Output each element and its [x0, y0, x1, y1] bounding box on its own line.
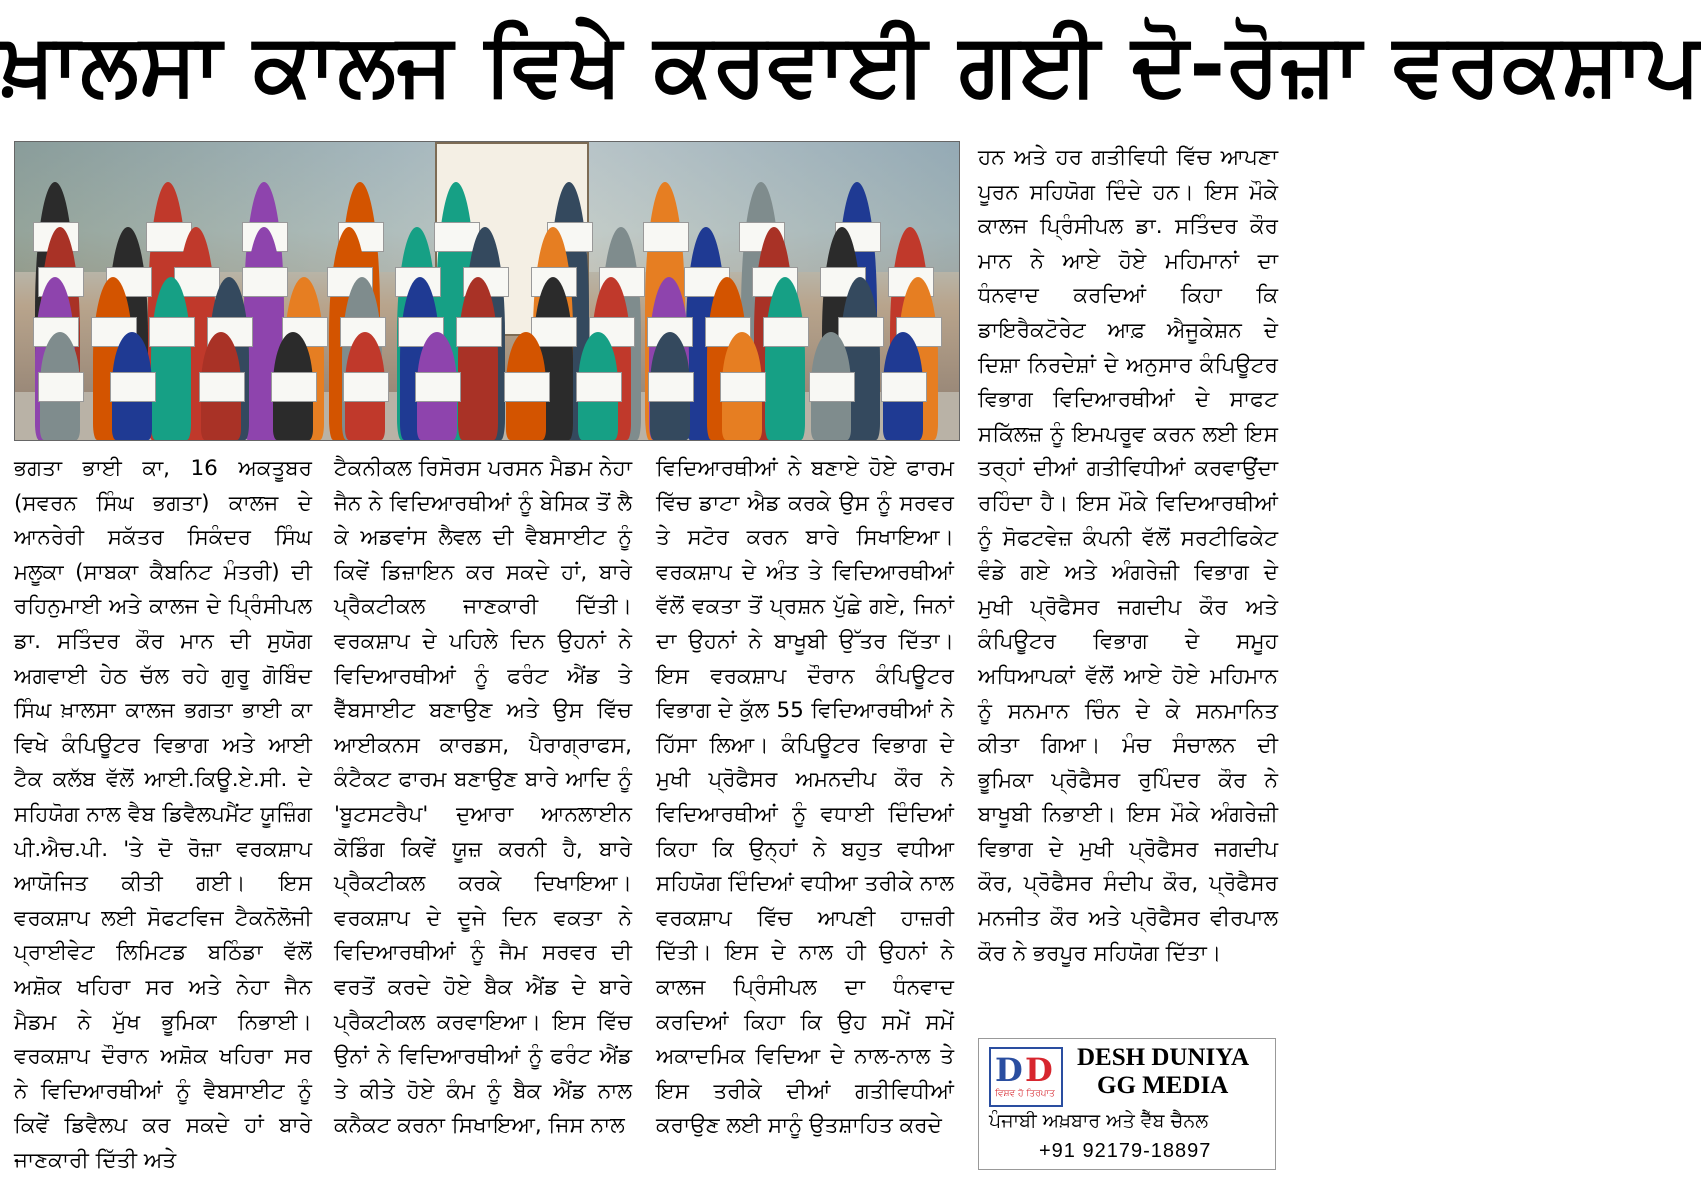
certificate [149, 317, 195, 347]
article-column-2 [334, 452, 632, 1172]
certificate [838, 317, 884, 347]
certificate [456, 317, 502, 347]
article-text: ਟੈਕਨੀਕਲ ਰਿਸੋਰਸ ਪਰਸਨ ਮੈਡਮ ਨੇਹਾ ਜੈਨ ਨੇ ਵਿਦਿਆਰਥੀਆਂ ਨੂੰ ਬੇਸਿਕ ਤੋਂ ਲੈ ਕੇ ਅਡਵਾਂਸ ਲੈਵਲ ਦੀ ਵੈਬਸਾਈਟ ਨੂੰ ਕਿਵੇਂ ਡਿਜ਼ਾਇਨ ਕਰ ਸਕਦੇ ਹਾਂ, ਬਾਰੇ ਪ੍ਰੈਕਟੀਕਲ ਜਾਣਕਾਰੀ ਦਿੱਤੀ। ਵਰਕਸ਼ਾਪ ਦੇ ਪਹਿਲੇ ਦਿਨ ਉਹਨਾਂ ਨੇ ਵਿਦਿਆਰਥੀਆਂ ਨੂੰ ਫਰੰਟ ਐਂਡ ਤੇ ਵੈੱਬਸਾਈਟ ਬਣਾਉਣ ਅਤੇ ਉਸ ਵਿੱਚ ਆਈਕਨਸ ਕਾਰਡਸ, ਪੈਰਾਗ੍ਰਾਫਸ, ਕੰਟੈਕਟ ਫਾਰਮ ਬਣਾਉਣ ਬਾਰੇ ਆਦਿ ਨੂੰ 'ਬੂਟਸਟਰੈਪ' ਦੁਆਰਾ ਆਨਲਾਈਨ ਕੋਡਿੰਗ ਕਿਵੇਂ ਯੂਜ਼ ਕਰਨੀ ਹੈ, ਬਾਰੇ ਪ੍ਰੈਕਟੀਕਲ ਕਰਕੇ ਦਿਖਾਇਆ। ਵਰਕਸ਼ਾਪ ਦੇ ਦੂਜੇ ਦਿਨ ਵਕਤਾ ਨੇ ਵਿਦਿਆਰਥੀਆਂ ਨੂੰ ਜੈਮ ਸਰਵਰ ਦੀ ਵਰਤੋਂ ਕਰਦੇ ਹੋਏ ਬੈਕ ਐਂਡ ਦੇ ਬਾਰੇ ਪ੍ਰੈਕਟੀਕਲ ਕਰਵਾਇਆ। ਇਸ ਵਿੱਚ ਉਨਾਂ ਨੇ ਵਿਦਿਆਰਥੀਆਂ ਨੂੰ ਫਰੰਟ ਐਂਡ ਤੇ ਕੀਤੇ ਹੋਏ ਕੰਮ ਨੂੰ ਬੈਕ ਐਂਡ ਨਾਲ ਕਨੈਕਟ ਕਰਨਾ ਸਿਖਾਇਆ, ਜਿਸ ਨਾਲ [334, 456, 632, 1139]
certificate [199, 372, 245, 402]
article-column-4 [978, 141, 1278, 1021]
certificate [271, 372, 317, 402]
certificate [648, 372, 694, 402]
certificate [343, 372, 389, 402]
article-text: ਹਨ ਅਤੇ ਹਰ ਗਤੀਵਿਧੀ ਵਿੱਚ ਆਪਣਾ ਪੂਰਨ ਸਹਿਯੋਗ ਦਿੰਦੇ ਹਨ। ਇਸ ਮੌਕੇ ਕਾਲਜ ਪ੍ਰਿੰਸੀਪਲ ਡਾ. ਸਤਿੰਦਰ ਕੌਰ ਮਾਨ ਨੇ ਆਏ ਹੋਏ ਮਹਿਮਾਨਾਂ ਦਾ ਧੰਨਵਾਦ ਕਰਦਿਆਂ ਕਿਹਾ ਕਿ ਡਾਇਰੈਕਟੋਰੇਟ ਆਫ਼ ਐਜੂਕੇਸ਼ਨ ਦੇ ਦਿਸ਼ਾ ਨਿਰਦੇਸ਼ਾਂ ਦੇ ਅਨੁਸਾਰ ਕੰਪਿਊਟਰ ਵਿਭਾਗ ਵਿਦਿਆਰਥੀਆਂ ਦੇ ਸਾਫਟ ਸਕਿੱਲਜ਼ ਨੂੰ ਇਮਪਰੂਵ ਕਰਨ ਲਈ ਇਸ ਤਰ੍ਹਾਂ ਦੀਆਂ ਗਤੀਵਿਧੀਆਂ ਕਰਵਾਉਂਦਾ ਰਹਿੰਦਾ ਹੈ। ਇਸ ਮੌਕੇ ਵਿਦਿਆਰਥੀਆਂ ਨੂੰ ਸੋਫਟਵੇਜ਼ ਕੰਪਨੀ ਵੱਲੋਂ ਸਰਟੀਫਿਕੇਟ ਵੰਡੇ ਗਏ ਅਤੇ ਅੰਗਰੇਜ਼ੀ ਵਿਭਾਗ ਦੇ ਮੁਖੀ ਪ੍ਰੋਫੈਸਰ ਜਗਦੀਪ ਕੌਰ ਅਤੇ ਕੰਪਿਊਟਰ ਵਿਭਾਗ ਦੇ ਸਮੂਹ ਅਧਿਆਪਕਾਂ ਵੱਲੋਂ ਆਏ ਹੋਏ ਮਹਿਮਾਨ ਨੂੰ ਸਨਮਾਨ ਚਿੰਨ ਦੇ ਕੇ ਸਨਮਾਨਿਤ ਕੀਤਾ ਗਿਆ। ਮੰਚ ਸੰਚਾਲਨ ਦੀ ਭੂਮਿਕਾ ਪ੍ਰੋਫੈਸਰ ਰੁਪਿੰਦਰ ਕੌਰ ਨੇ ਬਾਖੂਬੀ ਨਿਭਾਈ। ਇਸ ਮੌਕੇ ਅੰਗਰੇਜ਼ੀ ਵਿਭਾਗ ਦੇ ਮੁਖੀ ਪ੍ਰੋਫੈਸਰ ਜਗਦੀਪ ਕੌਰ, ਪ੍ਰੋਫੈਸਰ ਸੰਦੀਪ ਕੌਰ, ਪ੍ਰੋਫੈਸਰ ਮਨਜੀਤ ਕੌਰ ਅਤੇ ਪ੍ਰੋਫੈਸਰ ਵੀਰਪਾਲ ਕੌਰ ਨੇ ਭਰਪੂਰ ਸਹਿਯੋਗ ਦਿੱਤਾ। [978, 145, 1278, 966]
person-figure [151, 277, 191, 440]
headline: ਖ਼ਾਲਸਾ ਕਾਲਜ ਵਿਖੇ ਕਰਵਾਈ ਗਈ ਦੋ-ਰੋਜ਼ਾ ਵਰਕਸ਼ਾਪ [0, 15, 1701, 115]
certificate [643, 222, 689, 252]
certificate [242, 267, 288, 297]
article-column-1 [14, 452, 312, 1172]
dd-logo-icon: D D ਵਿਸ਼ਵ ਹੋ ਤਿਰਪਾਤ [989, 1047, 1063, 1107]
certificate [110, 372, 156, 402]
certificate [763, 317, 809, 347]
certificate [415, 372, 461, 402]
media-logo-box [978, 1038, 1276, 1170]
certificate [38, 372, 84, 402]
article-text: ਵਿਦਿਆਰਥੀਆਂ ਨੇ ਬਣਾਏ ਹੋਏ ਫਾਰਮ ਵਿੱਚ ਡਾਟਾ ਐਡ ਕਰਕੇ ਉਸ ਨੂੰ ਸਰਵਰ ਤੇ ਸਟੋਰ ਕਰਨ ਬਾਰੇ ਸਿਖਾਇਆ। ਵਰਕਸ਼ਾਪ ਦੇ ਅੰਤ ਤੇ ਵਿਦਿਆਰਥੀਆਂ ਵੱਲੋਂ ਵਕਤਾ ਤੋਂ ਪ੍ਰਸ਼ਨ ਪੁੱਛੇ ਗਏ, ਜਿਨਾਂ ਦਾ ਉਹਨਾਂ ਨੇ ਬਾਖੂਬੀ ਉੱਤਰ ਦਿੱਤਾ। ਇਸ ਵਰਕਸ਼ਾਪ ਦੌਰਾਨ ਕੰਪਿਊਟਰ ਵਿਭਾਗ ਦੇ ਕੁੱਲ 55 ਵਿਦਿਆਰਥੀਆਂ ਨੇ ਹਿੱਸਾ ਲਿਆ। ਕੰਪਿਊਟਰ ਵਿਭਾਗ ਦੇ ਮੁਖੀ ਪ੍ਰੋਫੈਸਰ ਅਮਨਦੀਪ ਕੌਰ ਨੇ ਵਿਦਿਆਰਥੀਆਂ ਨੂੰ ਵਧਾਈ ਦਿੰਦਿਆਂ ਕਿਹਾ ਕਿ ਉਨ੍ਹਾਂ ਨੇ ਬਹੁਤ ਵਧੀਆ ਸਹਿਯੋਗ ਦਿੰਦਿਆਂ ਵਧੀਆ ਤਰੀਕੇ ਨਾਲ ਵਰਕਸ਼ਾਪ ਵਿੱਚ ਆਪਣੀ ਹਾਜ਼ਰੀ ਦਿੱਤੀ। ਇਸ ਦੇ ਨਾਲ ਹੀ ਉਹਨਾਂ ਨੇ ਕਾਲਜ ਪ੍ਰਿੰਸੀਪਲ ਦਾ ਧੰਨਵਾਦ ਕਰਦਿਆਂ ਕਿਹਾ ਕਿ ਉਹ ਸਮੇਂ ਸਮੇਂ ਅਕਾਦਮਿਕ ਵਿਦਿਆ ਦੇ ਨਾਲ-ਨਾਲ ਤੇ ਇਸ ਤਰੀਕੇ ਦੀਆਂ ਗਤੀਵਿਧੀਆਂ ਕਰਾਉਣ ਲਈ ਸਾਨੂੰ ਉਤਸ਼ਾਹਿਤ ਕਰਦੇ [656, 456, 954, 1139]
person-figure [765, 277, 805, 440]
person-figure [458, 277, 498, 440]
certificate [720, 372, 766, 402]
certificate [504, 372, 550, 402]
certificate [809, 372, 855, 402]
group-photo [14, 141, 960, 441]
phone-number: +91 92179-18897 [1039, 1140, 1212, 1162]
certificate [576, 372, 622, 402]
article-text: ਭਗਤਾ ਭਾਈ ਕਾ, 16 ਅਕਤੂਬਰ (ਸਵਰਨ ਸਿੰਘ ਭਗਤਾ) ਕਾਲਜ ਦੇ ਆਨਰੇਰੀ ਸਕੱਤਰ ਸਿਕੰਦਰ ਸਿੰਘ ਮਲੂਕਾ (ਸਾਬਕਾ ਕੈਬਨਿਟ ਮੰਤਰੀ) ਦੀ ਰਹਿਨੁਮਾਈ ਅਤੇ ਕਾਲਜ ਦੇ ਪ੍ਰਿੰਸੀਪਲ ਡਾ. ਸਤਿੰਦਰ ਕੌਰ ਮਾਨ ਦੀ ਸੁਯੋਗ ਅਗਵਾਈ ਹੇਠ ਚੱਲ ਰਹੇ ਗੁਰੂ ਗੋਬਿੰਦ ਸਿੰਘ ਖ਼ਾਲਸਾ ਕਾਲਜ ਭਗਤਾ ਭਾਈ ਕਾ ਵਿਖੇ ਕੰਪਿਊਟਰ ਵਿਭਾਗ ਅਤੇ ਆਈ ਟੈਕ ਕਲੱਬ ਵੱਲੋਂ ਆਈ.ਕਿਊ.ਏ.ਸੀ. ਦੇ ਸਹਿਯੋਗ ਨਾਲ ਵੈਬ ਡਿਵੈਲਪਮੈਂਟ ਯੂਜ਼ਿੰਗ ਪੀ.ਐਚ.ਪੀ. 'ਤੇ ਦੋ ਰੋਜ਼ਾ ਵਰਕਸ਼ਾਪ ਆਯੋਜਿਤ ਕੀਤੀ ਗਈ। ਇਸ ਵਰਕਸ਼ਾਪ ਲਈ ਸੋਫਟਵਿਜ ਟੈਕਨੋਲੋਜੀ ਪ੍ਰਾਈਵੇਟ ਲਿਮਿਟਡ ਬਠਿੰਡਾ ਵੱਲੋਂ ਅਸ਼ੋਕ ਖਹਿਰਾ ਸਰ ਅਤੇ ਨੇਹਾ ਜੈਨ ਮੈਡਮ ਨੇ ਮੁੱਖ ਭੂਮਿਕਾ ਨਿਭਾਈ। ਵਰਕਸ਼ਾਪ ਦੌਰਾਨ ਅਸ਼ੋਕ ਖਹਿਰਾ ਸਰ ਨੇ ਵਿਦਿਆਰਥੀਆਂ ਨੂੰ ਵੈਬਸਾਈਟ ਨੂੰ ਕਿਵੇਂ ਡਿਵੈਲਪ ਕਰ ਸਕਦੇ ਹਾਂ ਬਾਰੇ ਜਾਣਕਾਰੀ ਦਿੱਤੀ ਅਤੇ [14, 456, 312, 1173]
brand-subname: GG MEDIA [1097, 1072, 1229, 1099]
logo-subtitle: ਪੰਜਾਬੀ ਅਖ਼ਬਾਰ ਅਤੇ ਵੈੱਬ ਚੈਨਲ [989, 1110, 1209, 1132]
article-column-3 [656, 452, 954, 1172]
brand-name: DESH DUNIYA [1077, 1044, 1250, 1071]
logo-tagline: ਵਿਸ਼ਵ ਹੋ ਤਿਰਪਾਤ [995, 1089, 1055, 1099]
certificate [881, 372, 927, 402]
